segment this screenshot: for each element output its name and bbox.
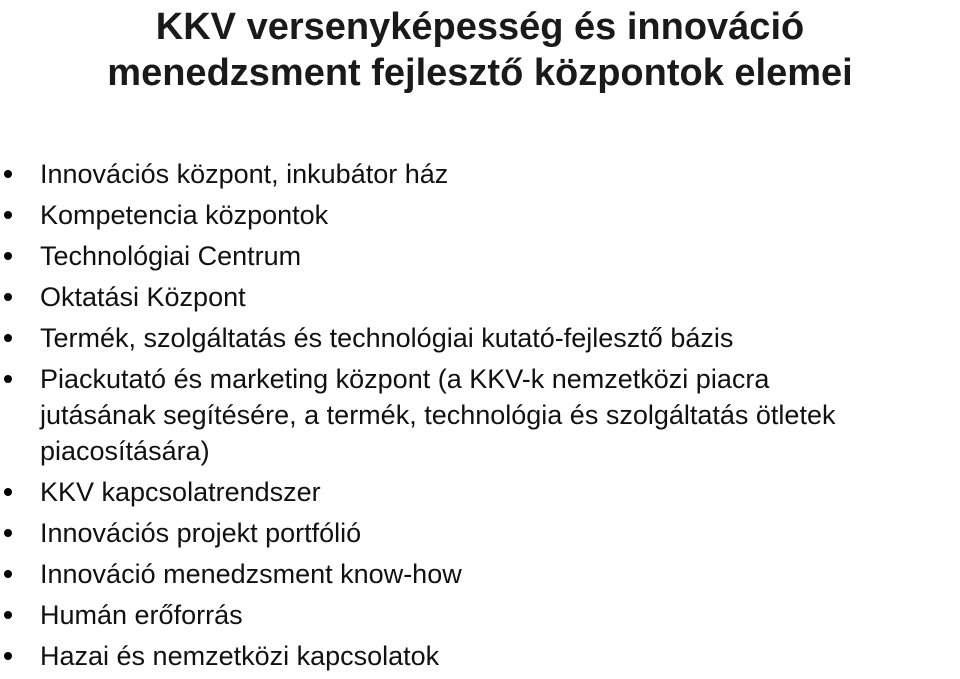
bullet-text: Technológiai Centrum [40, 241, 302, 271]
bullet-text: Innovációs központ, inkubátor ház [40, 159, 449, 189]
bullet-item-human-eroforras [0, 597, 960, 633]
bullet-text-line-2: jutásának segítésére, a termék, technológia és szolgáltatás ötletek [40, 400, 836, 430]
bullet-dot-icon [4, 611, 12, 619]
bullet-item-kutato-fejleszto-bazis [0, 320, 960, 356]
bullet-text: Humán erőforrás [40, 600, 243, 630]
slide-title-line-1: KKV versenyképesség és innováció [155, 6, 805, 48]
bullet-text: KKV kapcsolatrendszer [40, 477, 321, 507]
bullet-text: Hazai és nemzetközi kapcsolatok [40, 641, 440, 671]
bullet-dot-icon [4, 252, 12, 260]
bullet-item-oktatasi-kozpont [0, 279, 960, 315]
bullet-item-kkv-kapcsolatrendszer [0, 474, 960, 510]
bullet-text: Termék, szolgáltatás és technológiai kutató-fejlesztő bázis [40, 323, 734, 353]
bullet-item-hazai-nemzetkozi-kapcsolatok [0, 638, 960, 674]
bullet-text: Oktatási Központ [40, 282, 246, 312]
bullet-dot-icon [4, 375, 12, 383]
slide-title-line-2: menedzsment fejlesztő központok elemei [107, 52, 853, 94]
bullet-text: Kompetencia központok [40, 200, 329, 230]
bullet-text: Innováció menedzsment know-how [40, 559, 462, 589]
bullet-dot-icon [4, 570, 12, 578]
bullet-dot-icon [4, 170, 12, 178]
bullet-dot-icon [4, 488, 12, 496]
bullet-item-technologiai-centrum [0, 238, 960, 274]
bullet-dot-icon [4, 293, 12, 301]
bullet-item-innovacios-kozpont [0, 156, 960, 192]
slide-title [0, 0, 960, 96]
bullet-list [0, 156, 960, 679]
bullet-item-piackutato-marketing [0, 361, 960, 469]
bullet-dot-icon [4, 334, 12, 342]
bullet-dot-icon [4, 529, 12, 537]
bullet-dot-icon [4, 652, 12, 660]
bullet-item-menedzsment-know-how [0, 556, 960, 592]
bullet-text-line-3: piacosítására) [40, 436, 210, 466]
bullet-text: Innovációs projekt portfólió [40, 518, 362, 548]
bullet-item-projekt-portfolio [0, 515, 960, 551]
bullet-text-line-1: Piackutató és marketing központ (a KKV-k nemzetközi piacra [40, 364, 770, 394]
bullet-dot-icon [4, 211, 12, 219]
bullet-item-kompetencia-kozpontok [0, 197, 960, 233]
